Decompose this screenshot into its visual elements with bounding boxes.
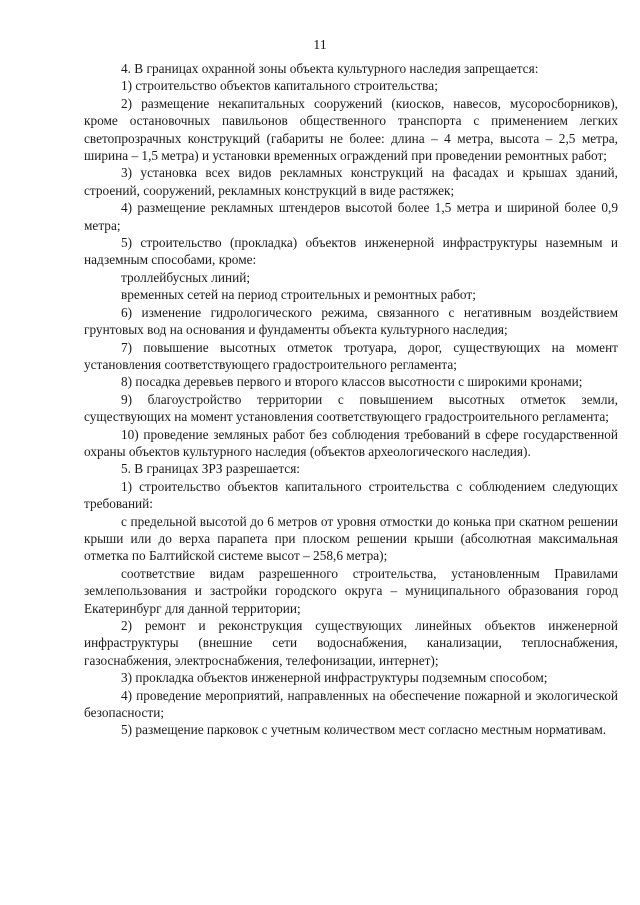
paragraph-4-heading: 4. В границах охранной зоны объекта культурного наследия запрещается: (121, 61, 539, 76)
paragraph-item: 1) строительство объектов капитального строительства с соблюдением следующих требований: (84, 478, 618, 512)
paragraph-item: 8) посадка деревьев первого и второго классов высотности с широкими кронами; (121, 374, 583, 390)
paragraph-item: 4) проведение мероприятий, направленных на обеспечение пожарной и экологической безопасности; (84, 687, 618, 721)
paragraph-item: 2) ремонт и реконструкция существующих линейных объектов инженерной инфраструктуры (внешние сети водоснабжения, канализации, теплоснабжения, газоснабжения, электроснабжения, телефонизации, интернет); (84, 618, 618, 668)
paragraph-item: 7) повышение высотных отметок тротуара, дорог, существующих на момент установления соответствующего градостроительного регламента; (84, 339, 618, 372)
paragraph-item: 3) установка всех видов рекламных конструкций на фасадах и крышах зданий, строений, сооружений, рекламных конструкций в виде растяжек; (84, 165, 618, 198)
paragraph-subitem: временных сетей на период строительных и ремонтных работ; (121, 287, 476, 303)
paragraph-item: 5) размещение парковок с учетным количеством мест согласно местным нормативам. (121, 722, 607, 738)
paragraph-subitem: троллейбусных линий; (121, 269, 251, 285)
document-body (84, 60, 618, 739)
paragraph-item: 2) размещение некапитальных сооружений (киосков, навесов, мусоросборников), кроме остановочных павильонов общественного транспорта с применением легких светопрозрачных конструкций (габариты не более: длина – 4 метра, высота – 2,5 метра, ширина – 1,5 метра) и установки временных ограждений при проведении ремонтных работ; (84, 95, 618, 164)
paragraph-item: 5) строительство (прокладка) объектов инженерной инфраструктуры наземным и надземным способами, кроме: (84, 235, 618, 268)
paragraph-item: 6) изменение гидрологического режима, связанного с негативным воздействием грунтовых вод на основания и фундаменты объекта культурного наследия; (84, 304, 618, 338)
paragraph-subitem: с предельной высотой до 6 метров от уровня отмостки до конька при скатном решении крыши или до верха парапета при плоском решении крыши (абсолютная максимальная отметка по Балтийской системе высот – 258,6 метра); (84, 513, 618, 564)
paragraph-subitem: соответствие видам разрешенного строительства, установленным Правилами землепользования и застройки городского округа – муниципального образования город Екатеринбург для данной территории; (84, 565, 618, 616)
paragraph-item: 3) прокладка объектов инженерной инфраструктуры подземным способом; (121, 670, 548, 686)
paragraph-item: 4) размещение рекламных штендеров высотой более 1,5 метра и шириной более 0,9 метра; (84, 200, 618, 233)
paragraph-5-heading: 5. В границах ЗРЗ разрешается: (121, 461, 301, 477)
paragraph-item: 9) благоустройство территории с повышением высотных отметок земли, существующих на момент установления соответствующего градостроительного регламента; (84, 391, 618, 425)
paragraph-item: 10) проведение земляных работ без соблюдения требований в сфере государственной охраны объектов культурного наследия (объектов археологического наследия). (84, 426, 618, 459)
page-number: 11 (313, 38, 327, 53)
paragraph-item: 1) строительство объектов капитального строительства; (121, 78, 438, 94)
